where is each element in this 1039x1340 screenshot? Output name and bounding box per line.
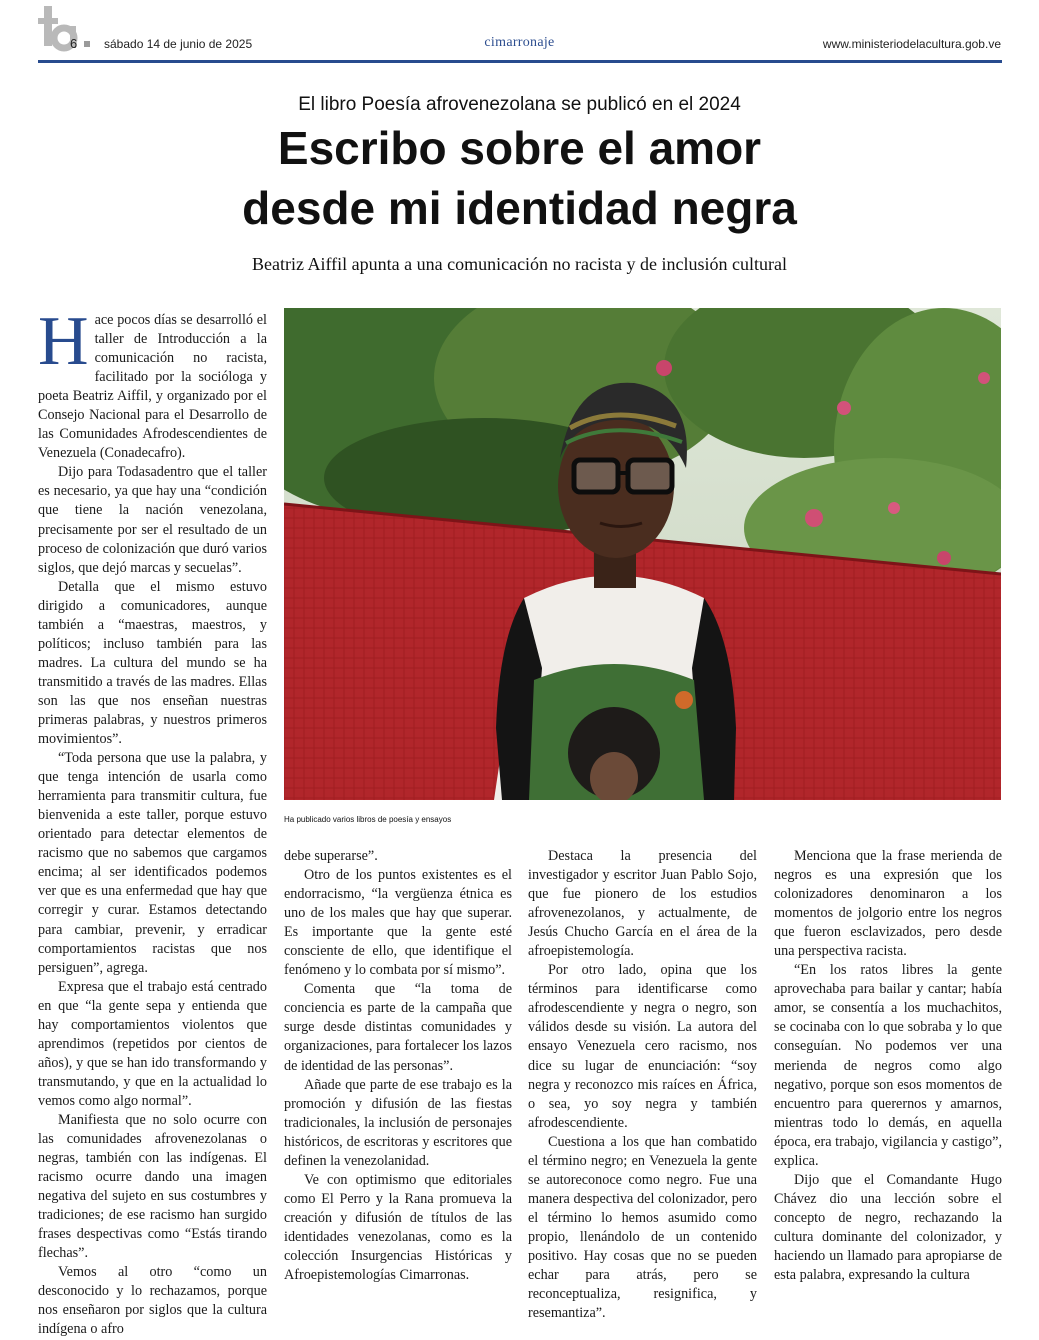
article-headline: [0, 118, 1039, 238]
paragraph: Detalla que el mismo estuvo dirigido a comunicadores, aunque también a “maestras, maestros, y políticos; incluso también para las madres. La cultura del mundo se ha transmitido a través de las madres. Ellas son las que nos enseñan nuestras primeras palabras, y nuestros primeros movimientos”.: [38, 578, 267, 748]
paragraph: Comenta que “la toma de conciencia es parte de la campaña que surge desde distintas comunidades y organizaciones, para fortalecer los lazos de identidad de las personas”.: [284, 981, 512, 1074]
header-rule: [38, 60, 1002, 63]
paragraph: Expresa que el trabajo está centrado en que “la gente sepa y entienda que hay comportamientos violentos que aprendimos (repetidos por cientos de años), y que se han ido transformando y transmutando, y que en la actualidad lo vemos como algo normal”.: [38, 978, 267, 1109]
section-name: cimarronaje: [484, 35, 555, 50]
paragraph: Por otro lado, opina que los términos para identificarse como afrodescendiente y negra o negro, son válidos desde su visión. La autora del ensayo Venezuela cero racismo, nos dice su lugar de enunciación: “soy negra y reconozco mis raíces en África, o sea, yo soy negra y también afrodescendiente.: [528, 962, 757, 1131]
text-column-3: [528, 847, 757, 1323]
text-column-2: [284, 847, 512, 1285]
paragraph: Cuestiona a los que han combatido el término negro; en Venezuela la gente se autoreconoce como negro. Fue una manera despectiva del colonizador, pero el término lo hemos asumido como propio, llenándolo de un contenido positivo. Hay cosas que no se pueden echar para atrás, pero se reconceptualiza, resignifica, y resemantiza”.: [528, 1133, 757, 1322]
text-column-4: [774, 847, 1002, 1285]
website-url[interactable]: www.ministeriodelacultura.gob.ve: [822, 37, 1001, 51]
article-photo: [284, 308, 1001, 800]
paragraph: “Toda persona que use la palabra, y que tenga intención de usarla como herramienta para transmitir cultura, fue bienvenida a este taller, porque estuvo orientado para detectar elementos de racismo que no sabemos que cargamos encima; al ser identificados podemos ver que es una enfermedad que hay que corregir y curar. Estamos detectando para cambiar, prevenir, y erradicar comportamientos racistas que nos persiguen”, agrega.: [38, 750, 267, 976]
paragraph: Hace pocos días se desarrolló el taller de Introducción a la comunicación no racista, facilitado por la socióloga y poeta Beatriz Aiffil, y organizado por el Consejo Nacional para el Desarrollo de las Comunidades Afrodescendientes de Venezuela (Conadecafro).: [38, 303, 267, 462]
drop-cap: H: [38, 303, 89, 380]
text-column-1: [38, 303, 267, 1340]
paragraph: Vemos al otro “como un desconocido y lo rechazamos, porque nos enseñaron por siglos que la cultura indígena o afro: [38, 1264, 267, 1338]
paragraph: Otro de los puntos existentes es el endorracismo, “la vergüenza étnica es uno de los males que hay que superar. Es importante que la gente esté consciente de ello, que identifique el fenómeno y lo combata por sí mismo”.: [284, 867, 512, 979]
paragraph: Dijo para Todasadentro que el taller es necesario, ya que hay una “condición que tiene la nación venezolana, precisamente por ser el resultado de un proceso de colonización que duró varios siglos, que dejó marcas y secuelas”.: [38, 464, 267, 576]
paragraph: debe superarse”.: [284, 848, 378, 864]
page-number: 6: [70, 36, 78, 51]
paragraph: Destaca la presencia del investigador y escritor Juan Pablo Sojo, que fue pionero de los estudios afrovenezolanos, y actualmente, de Jesús Chucho García en el área de la afroepistemología.: [528, 848, 757, 960]
paragraph: Ve con optimismo que editoriales como El Perro y la Rana promueva la creación y difusión de títulos de las identidades venezolanas, como es la colección Insurgencias Históricas y Afroepistemologías Cimarronas.: [284, 1171, 512, 1284]
paragraph: “En los ratos libres la gente aprovechaba para bailar y cantar; había amor, se consentía a los muchachitos, se cocinaba con lo que sobraba y lo que conseguían. No podemos ver una merienda de negros como algo negativo, porque son esos momentos de encuentro para querernos y amarnos, mientras todo lo demás, en aquella época, era trabajo, vigilancia y castigo”, explica.: [774, 962, 1002, 1169]
headline-line-2: desde mi identidad negra: [242, 182, 797, 234]
photo-caption: Ha publicado varios libros de poesía y ensayos: [284, 815, 452, 824]
article-kicker: El libro Poesía afrovenezolana se publicó en el 2024: [298, 94, 741, 115]
article-subtitle: Beatriz Aiffil apunta a una comunicación no racista y de inclusión cultural: [252, 254, 787, 274]
paragraph: Menciona que la frase merienda de negros es una expresión que los colonizadores denominaron a los momentos de jolgorio entre los negros que fueron esclavizados, pero desde una perspectiva racista.: [774, 848, 1002, 960]
issue-date: sábado 14 de junio de 2025: [104, 37, 253, 51]
headline-line-1: Escribo sobre el amor: [277, 122, 762, 174]
paragraph: Dijo que el Comandante Hugo Chávez dio una lección sobre el concepto de negro, rechazando la cultura dominante del colonizador, y haciendo un llamado para apropiarse de esta palabra, expresando la cultura: [774, 1171, 1002, 1284]
paragraph: Añade que parte de ese trabajo es la promoción y difusión de las fiestas tradicionales, la inclusión de personajes históricos, de escritoras y escritores que definen la venezolanidad.: [284, 1076, 512, 1169]
paragraph: Manifiesta que no solo ocurre con las comunidades afrovenezolanas o negras, también con las indígenas. El racismo ocurre dando una imagen negativa del sujeto en sus costumbres y tradiciones; de ese racismo han surgido frases despectivas como “Estás tirando flechas”.: [38, 1111, 267, 1262]
portrait-photo-illustration: [284, 308, 1001, 800]
